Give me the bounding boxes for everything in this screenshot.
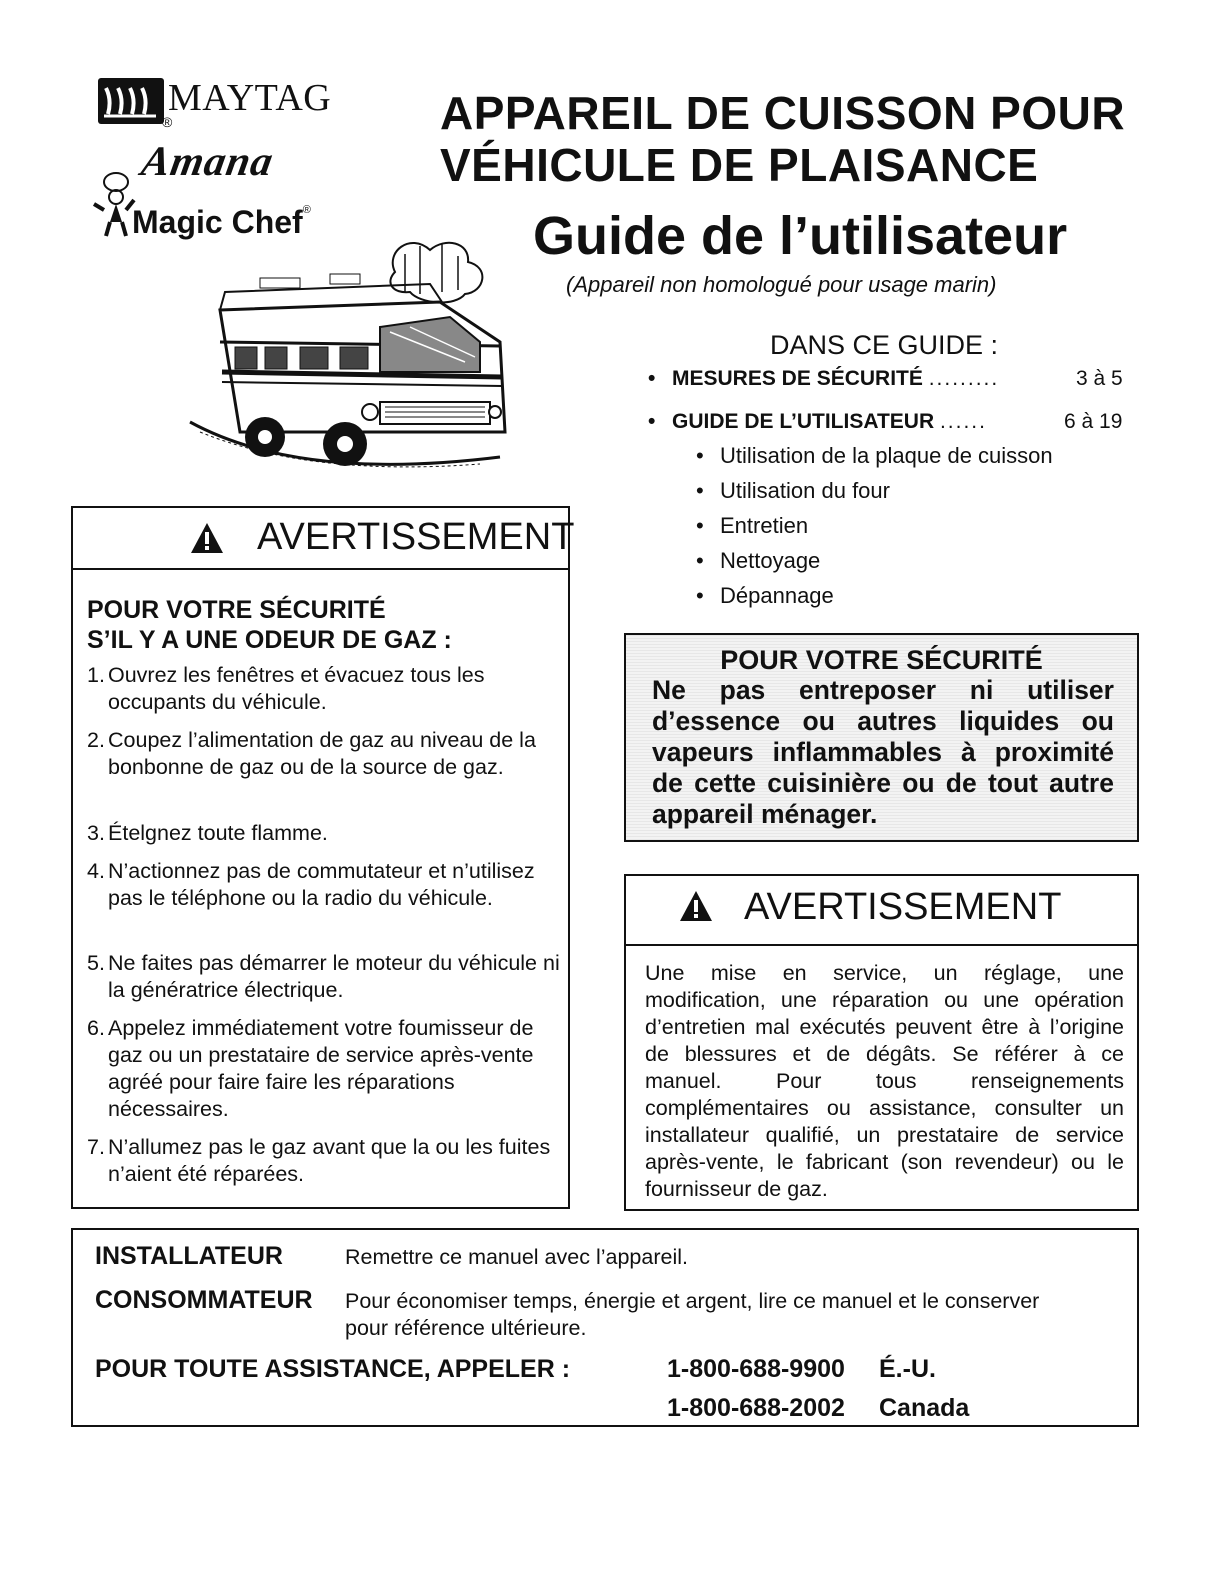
toc-subitem: • Dépannage xyxy=(696,583,834,608)
phone-canada: 1-800-688-2002 xyxy=(667,1394,845,1422)
consumer-text: Pour économiser temps, énergie et argent, lire ce manuel et le conserver xyxy=(345,1289,1040,1313)
toc-item: • MESURES DE SÉCURITÉ ......... 3 à 5 xyxy=(648,367,1123,390)
warning-triangle-icon xyxy=(190,522,224,554)
toc-subitem: • Entretien xyxy=(696,513,809,538)
list-item: 3. Ételgnez toute flamme. xyxy=(87,821,328,845)
toc-heading: DANS CE GUIDE : xyxy=(770,330,999,360)
warning-text: Une mise en service, un réglage, une modification, une réparation ou une opération d’entretien mal exécutés peuvent être à l’origine de blessures et de dégâts. Se référer à ce manuel. Pour tous renseignements complémentaires ou assistance, consulter un installateur qualifié, un prestataire de service après-vente, le fabricant (son revendeur) ou le fournisseur de gaz. xyxy=(645,961,1124,1201)
list-item: 1. Ouvrez les fenêtres et évacuez tous les occupants du véhicule. xyxy=(87,663,485,714)
gas-odor-warning-box xyxy=(71,506,575,1209)
safety-title: POUR VOTRE SÉCURITÉ xyxy=(720,645,1043,675)
warning-label: AVERTISSEMENT xyxy=(257,516,575,558)
toc-subitem: • Utilisation du four xyxy=(696,478,890,503)
consumer-text-cont: pour référence ultérieure. xyxy=(345,1316,587,1340)
safety-notice-box xyxy=(624,633,1139,842)
maytag-registered-mark: ® xyxy=(162,114,173,130)
service-warning-box xyxy=(624,874,1139,1211)
magic-chef-wordmark: Magic Chef® xyxy=(132,204,311,240)
warning-heading: POUR VOTRE SÉCURITÉ xyxy=(87,596,386,624)
installer-text: Remettre ce manuel avec l’appareil. xyxy=(345,1245,688,1269)
consumer-label: CONSOMMATEUR xyxy=(95,1286,313,1314)
chef-mascot-icon xyxy=(86,170,138,240)
page-title-line-1: APPAREIL DE CUISSON POUR xyxy=(440,87,1126,139)
region-us: É.-U. xyxy=(879,1355,936,1383)
warning-header xyxy=(73,508,575,570)
assistance-label: POUR TOUTE ASSISTANCE, APPELER : xyxy=(95,1355,571,1383)
guide-title: Guide de l’utilisateur xyxy=(533,206,1068,266)
maytag-wordmark: MAYTAG xyxy=(168,77,332,119)
list-item: 2. Coupez l’alimentation de gaz au niveau de la bonbonne de gaz ou de la source de gaz. xyxy=(87,728,536,779)
toc-subitem: • Utilisation de la plaque de cuisson xyxy=(696,443,1053,468)
toc-subitem: • Nettoyage xyxy=(696,548,821,573)
phone-us: 1-800-688-9900 xyxy=(667,1355,845,1383)
page-title-line-2: VÉHICULE DE PLAISANCE xyxy=(440,139,1039,191)
list-item: 4. N’actionnez pas de commutateur et n’utilisez pas le téléphone ou la radio du véhicule. xyxy=(87,859,535,910)
warning-heading: S’IL Y A UNE ODEUR DE GAZ : xyxy=(87,626,452,654)
list-item: 6. Appelez immédiatement votre foumisseur de gaz ou un prestataire de service après-vente agréé pour faire faire les réparations nécessaires. xyxy=(87,1016,534,1121)
rv-illustration xyxy=(180,232,525,477)
subtitle: (Appareil non homologué pour usage marin) xyxy=(566,272,997,297)
toc-item: • GUIDE DE L’UTILISATEUR ...... 6 à 19 xyxy=(648,410,1123,433)
maytag-logo-icon xyxy=(98,78,164,124)
warning-header xyxy=(626,876,1137,946)
amana-wordmark: Amana xyxy=(137,139,278,185)
list-item: 5. Ne faites pas démarrer le moteur du véhicule ni la génératrice électrique. xyxy=(87,951,560,1002)
safety-text: Ne pas entreposer ni utiliser d’essence ou autres liquides ou vapeurs inflammables à proximité de cette cuisinière ou de tout autre appareil ménager. xyxy=(652,675,1114,829)
installer-label: INSTALLATEUR xyxy=(95,1242,283,1270)
contact-info-box xyxy=(71,1228,1139,1427)
list-item: 7. N’allumez pas le gaz avant que la ou les fuites n’aient été réparées. xyxy=(87,1135,551,1186)
warning-label: AVERTISSEMENT xyxy=(744,886,1062,928)
warning-triangle-icon xyxy=(679,890,713,922)
region-canada: Canada xyxy=(879,1394,970,1422)
